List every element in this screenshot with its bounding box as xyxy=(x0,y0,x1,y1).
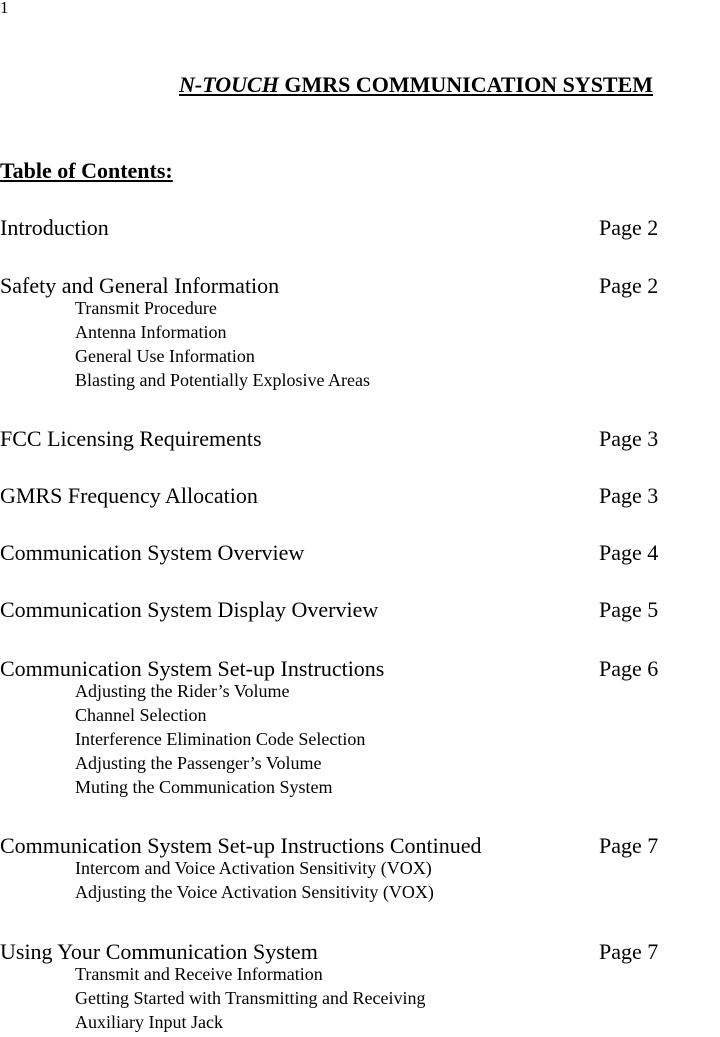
toc-entry-title: GMRS Frequency Allocation xyxy=(0,483,258,508)
toc-entry-page: Page 3 xyxy=(599,426,659,451)
toc-sub-item: Adjusting the Voice Activation Sensitivity (VOX) xyxy=(75,882,434,902)
toc-sub-list xyxy=(0,962,720,1034)
toc-entry-system-overview xyxy=(0,539,720,567)
toc-sub-item: Antenna Information xyxy=(75,322,227,342)
toc-entry-title: Safety and General Information xyxy=(0,273,280,298)
toc-entry-title: Communication System Overview xyxy=(0,540,305,565)
toc-entry-setup-instructions xyxy=(0,655,720,799)
toc-entry-page: Page 7 xyxy=(599,939,659,964)
toc-sub-list xyxy=(0,679,720,799)
toc-entry-title: Using Your Communication System xyxy=(0,939,318,964)
toc-sub-item: Adjusting the Passenger’s Volume xyxy=(75,753,322,773)
toc-sub-list xyxy=(0,296,720,392)
toc-sub-list xyxy=(0,856,720,904)
toc-entry-page: Page 3 xyxy=(599,483,659,508)
toc-entry-safety xyxy=(0,272,720,392)
toc-sub-item: Auxiliary Input Jack xyxy=(75,1012,223,1032)
toc-sub-item: Transmit and Receive Information xyxy=(75,964,323,984)
toc-entry-page: Page 2 xyxy=(599,273,659,298)
toc-heading: Table of Contents: xyxy=(0,158,173,183)
toc-entry-display-overview xyxy=(0,596,720,624)
title-text: GMRS COMMUNICATION SYSTEM xyxy=(278,72,654,97)
page-number: 1 xyxy=(0,0,9,17)
toc-entry-title: Communication System Set-up Instructions xyxy=(0,656,385,681)
toc-sub-item: Adjusting the Rider’s Volume xyxy=(75,681,290,701)
toc-entry-title: Communication System Set-up Instructions Continued xyxy=(0,833,482,858)
toc-sub-item: General Use Information xyxy=(75,346,255,366)
toc-entry-fcc-licensing xyxy=(0,425,720,453)
toc-entry-page: Page 4 xyxy=(599,540,659,565)
toc-sub-item: Channel Selection xyxy=(75,705,207,725)
toc-sub-item: Intercom and Voice Activation Sensitivity (VOX) xyxy=(75,858,432,878)
toc-entry-title: Introduction xyxy=(0,215,109,240)
toc-sub-item: Transmit Procedure xyxy=(75,298,217,318)
toc-entry-frequency-allocation xyxy=(0,482,720,510)
brand-name: N-TOUCH xyxy=(179,72,279,97)
toc-entry-setup-continued xyxy=(0,832,720,904)
toc-entry-page: Page 5 xyxy=(599,597,659,622)
toc-entry-using-system xyxy=(0,938,720,1034)
toc-sub-item: Interference Elimination Code Selection xyxy=(75,729,366,749)
toc-entry-title: Communication System Display Overview xyxy=(0,597,379,622)
toc-sub-item: Muting the Communication System xyxy=(75,777,333,797)
toc-entry-page: Page 6 xyxy=(599,656,659,681)
toc-sub-item: Blasting and Potentially Explosive Areas xyxy=(75,370,370,390)
toc-entry-page: Page 2 xyxy=(599,215,659,240)
toc-entry-title: FCC Licensing Requirements xyxy=(0,426,262,451)
toc-entry-introduction xyxy=(0,214,720,242)
toc-entry-page: Page 7 xyxy=(599,833,659,858)
toc-sub-item: Getting Started with Transmitting and Receiving xyxy=(75,988,426,1008)
